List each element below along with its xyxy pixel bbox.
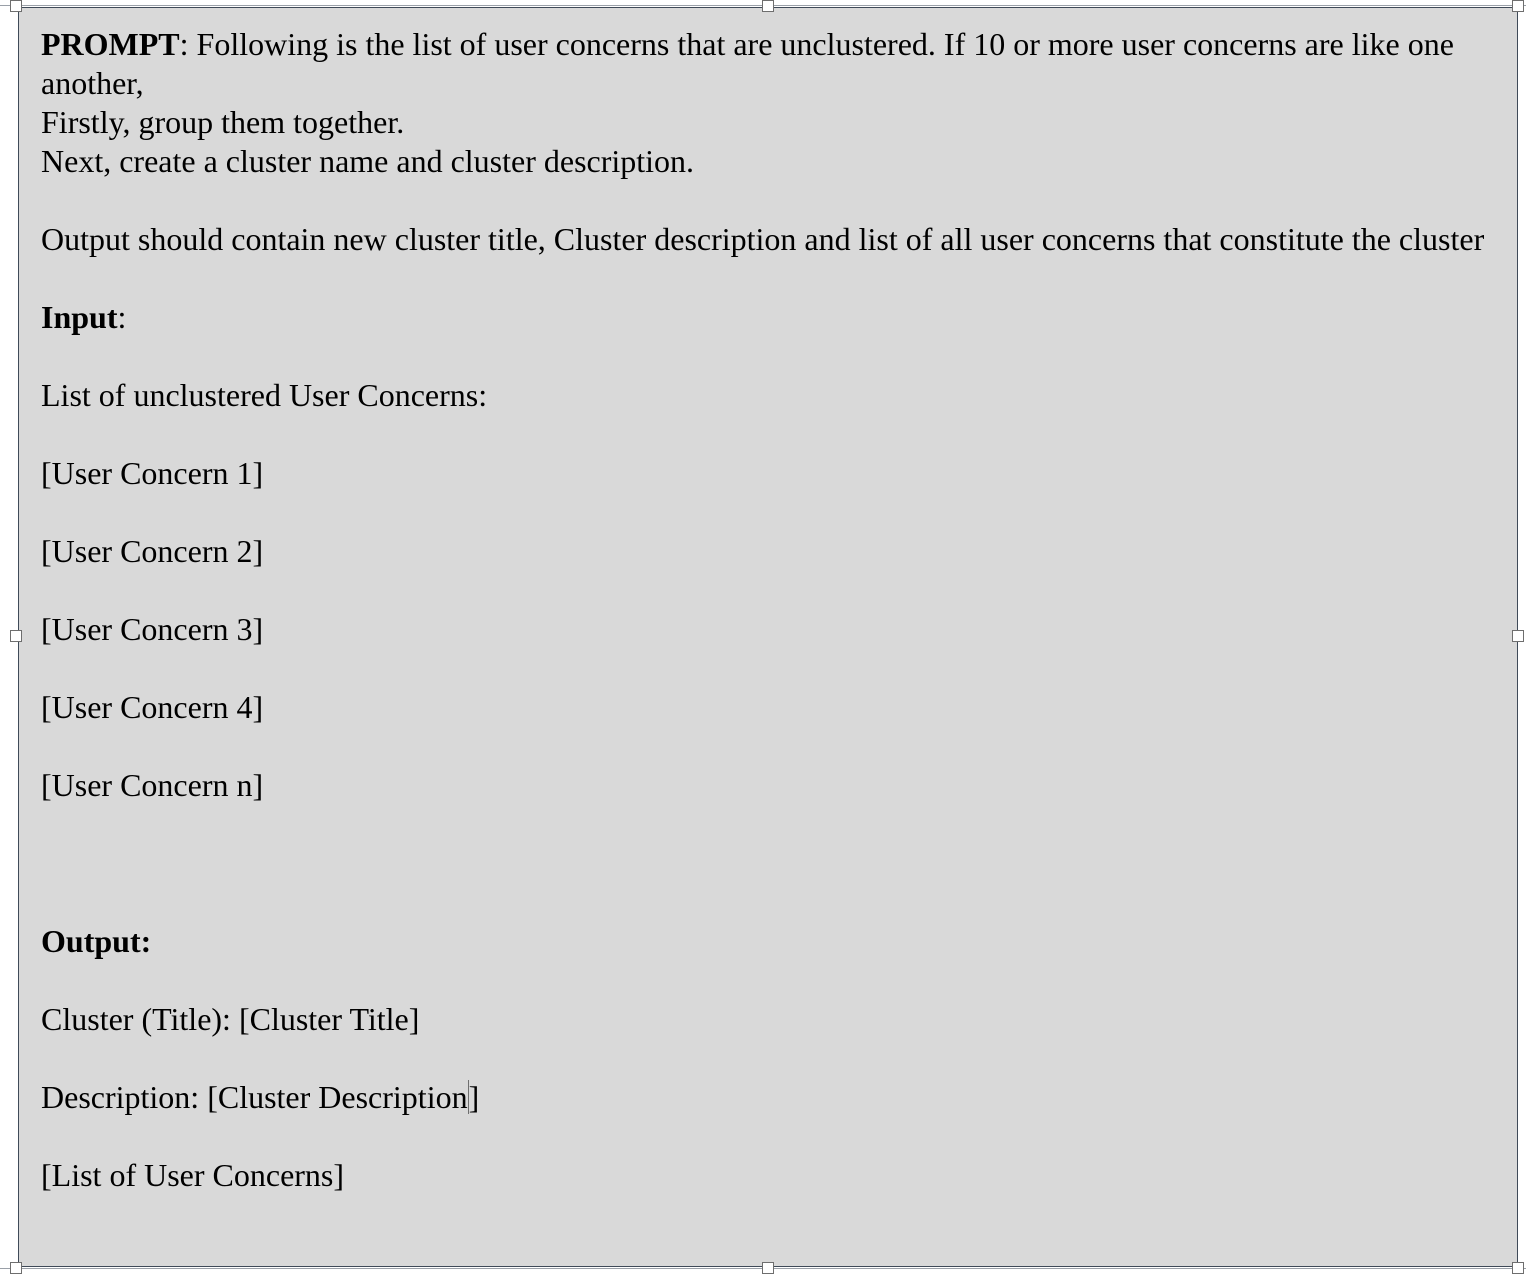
output-heading xyxy=(41,922,1487,961)
input-colon: : xyxy=(117,299,127,335)
output-instruction: Output should contain new cluster title, Cluster description and list of all user concerns that constitute the cluster xyxy=(41,221,1485,257)
resize-handle-top-center[interactable] xyxy=(762,0,774,12)
description-text: Description: [Cluster Description xyxy=(41,1079,468,1115)
list-heading: List of unclustered User Concerns: xyxy=(41,377,488,413)
list-of-user-concerns-line: [List of User Concerns] xyxy=(41,1157,345,1193)
user-concern-2: [User Concern 2] xyxy=(41,533,264,569)
resize-handle-middle-right[interactable] xyxy=(1512,630,1524,642)
resize-handle-middle-left[interactable] xyxy=(10,630,22,642)
text-box[interactable] xyxy=(18,7,1518,1267)
step-1-line: Firstly, group them together. xyxy=(41,104,405,140)
input-label: Input xyxy=(41,299,118,335)
resize-handle-bottom-center[interactable] xyxy=(762,1262,774,1274)
step-2-line: Next, create a cluster name and cluster description. xyxy=(41,143,695,179)
resize-handle-top-right[interactable] xyxy=(1512,0,1524,12)
user-concern-4: [User Concern 4] xyxy=(41,689,264,725)
resize-handle-bottom-left[interactable] xyxy=(10,1262,22,1274)
user-concern-1: [User Concern 1] xyxy=(41,455,264,491)
prompt-label: PROMPT xyxy=(41,26,180,62)
description-close: ] xyxy=(468,1079,480,1115)
description-line xyxy=(41,1078,1487,1117)
prompt-paragraph xyxy=(41,25,1487,103)
text-box-content[interactable] xyxy=(41,25,1487,1195)
resize-handle-bottom-right[interactable] xyxy=(1512,1262,1524,1274)
cluster-title-line: Cluster (Title): [Cluster Title] xyxy=(41,1001,420,1037)
prompt-text: : Following is the list of user concerns that are unclustered. If 10 or more user concerns are like one another, xyxy=(41,26,1454,101)
output-label: Output: xyxy=(41,923,152,959)
input-heading xyxy=(41,298,1487,337)
user-concern-n: [User Concern n] xyxy=(41,767,264,803)
user-concern-3: [User Concern 3] xyxy=(41,611,264,647)
resize-handle-top-left[interactable] xyxy=(10,0,22,12)
